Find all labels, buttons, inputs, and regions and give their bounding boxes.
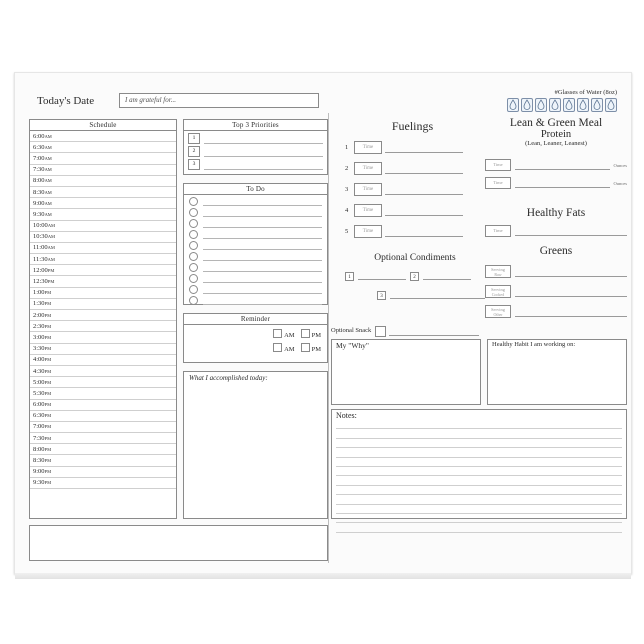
schedule-title: Schedule	[30, 120, 176, 131]
todo-row[interactable]	[189, 274, 322, 283]
notes-line[interactable]	[336, 458, 622, 467]
reminder-am-option[interactable]: AM	[273, 329, 294, 339]
notes-panel[interactable]	[331, 409, 627, 519]
healthy-fats-time-input[interactable]: Time	[485, 225, 511, 237]
priority-row[interactable]	[188, 146, 323, 157]
column-divider	[328, 113, 329, 563]
condiment-line[interactable]	[390, 291, 485, 299]
schedule-time: 8:00AM	[33, 177, 52, 185]
reminder-title: Reminder	[184, 314, 327, 325]
water-label: #Glasses of Water (8oz)	[554, 89, 617, 96]
todo-rows[interactable]	[184, 197, 327, 305]
water-drop-icon[interactable]	[577, 98, 589, 112]
schedule-row[interactable]	[30, 433, 176, 444]
priority-line[interactable]	[204, 134, 323, 144]
pm-checkbox[interactable]	[301, 343, 310, 352]
fueling-number: 4	[345, 207, 349, 214]
schedule-row[interactable]	[30, 444, 176, 455]
greens-serving-input[interactable]: Serving Other	[485, 305, 511, 318]
fueling-time-input[interactable]: Time	[354, 162, 382, 175]
lean-green-units: Ounces	[613, 180, 627, 186]
fueling-time-input[interactable]: Time	[354, 183, 382, 196]
schedule-panel	[29, 119, 177, 519]
schedule-time: 4:00PM	[33, 356, 52, 364]
schedule-time: 7:30AM	[33, 166, 52, 174]
greens-row[interactable]	[485, 265, 627, 278]
priority-rows[interactable]	[184, 133, 327, 170]
fueling-number: 3	[345, 186, 349, 193]
todo-line[interactable]	[203, 219, 322, 228]
notes-line[interactable]	[336, 448, 622, 457]
todo-panel	[183, 183, 328, 305]
greens-serving-input[interactable]: Serving Cooked	[485, 285, 511, 298]
greens-line[interactable]	[515, 287, 627, 297]
todo-row[interactable]	[189, 296, 322, 305]
reminder-rows[interactable]	[184, 329, 327, 353]
priority-number: 2	[188, 146, 200, 157]
lean-green-row[interactable]	[485, 177, 627, 189]
reminder-row[interactable]	[184, 329, 321, 339]
schedule-time: 6:00AM	[33, 132, 52, 140]
schedule-time: 6:30PM	[33, 412, 52, 420]
lean-green-row[interactable]	[485, 159, 627, 171]
schedule-time: 10:30AM	[33, 233, 56, 241]
fueling-time-input[interactable]: Time	[354, 225, 382, 238]
schedule-row[interactable]	[30, 411, 176, 422]
water-drop-icon[interactable]	[521, 98, 533, 112]
schedule-row[interactable]	[30, 254, 176, 265]
notes-line[interactable]	[336, 429, 622, 438]
priorities-title: Top 3 Priorities	[184, 120, 327, 131]
greens-row[interactable]	[485, 305, 627, 318]
todo-checkbox-icon[interactable]	[189, 274, 198, 283]
priority-number: 3	[188, 159, 200, 170]
todo-row[interactable]	[189, 197, 322, 206]
schedule-row[interactable]	[30, 388, 176, 399]
schedule-row[interactable]	[30, 467, 176, 478]
lean-green-title	[485, 117, 627, 147]
pm-checkbox[interactable]	[301, 329, 310, 338]
my-why-label: My "Why"	[336, 341, 369, 350]
grateful-input[interactable]	[119, 93, 319, 108]
notes-label: Notes:	[336, 411, 357, 420]
notes-lines	[332, 420, 626, 533]
lean-green-title-line2: Protein	[540, 129, 572, 140]
todo-row[interactable]	[189, 219, 322, 228]
notes-line[interactable]	[336, 439, 622, 448]
schedule-time: 9:00AM	[33, 199, 52, 207]
fueling-time-input[interactable]: Time	[354, 141, 382, 154]
reminder-pm-option[interactable]: PM	[301, 343, 321, 353]
schedule-row[interactable]	[30, 265, 176, 276]
fueling-row[interactable]	[345, 162, 463, 175]
fueling-number: 2	[345, 165, 349, 172]
notes-line[interactable]	[336, 467, 622, 476]
schedule-time: 4:30PM	[33, 367, 52, 375]
schedule-time: 2:00PM	[33, 311, 52, 319]
schedule-row[interactable]	[30, 299, 176, 310]
priority-number: 1	[188, 133, 200, 144]
schedule-time: 1:30PM	[33, 300, 52, 308]
schedule-time: 6:00PM	[33, 401, 52, 409]
greens-title: Greens	[539, 245, 573, 257]
fueling-line[interactable]	[385, 226, 463, 237]
optional-snack-line[interactable]	[389, 327, 479, 336]
notes-line[interactable]	[336, 476, 622, 485]
schedule-time: 2:30PM	[33, 322, 52, 330]
schedule-time: 11:00AM	[33, 244, 55, 252]
lean-green-title-line3: (Lean, Leaner, Leanest)	[525, 140, 587, 147]
am-checkbox[interactable]	[273, 329, 282, 338]
todo-checkbox-icon[interactable]	[189, 208, 198, 217]
todo-checkbox-icon[interactable]	[189, 252, 198, 261]
schedule-time: 7:30PM	[33, 434, 52, 442]
bottom-note-box[interactable]	[29, 525, 328, 561]
fuelings-title: Fuelings	[391, 119, 434, 133]
todo-row[interactable]	[189, 285, 322, 294]
schedule-time: 8:30AM	[33, 188, 52, 196]
lean-green-time-input[interactable]: Time	[485, 177, 511, 189]
water-drop-icon[interactable]	[535, 98, 547, 112]
todo-checkbox-icon[interactable]	[189, 219, 198, 228]
healthy-fats-line[interactable]	[515, 226, 627, 236]
todo-line[interactable]	[203, 252, 322, 261]
lean-green-line[interactable]	[515, 178, 610, 188]
todo-title: To Do	[184, 184, 327, 195]
fueling-line[interactable]	[385, 184, 463, 195]
fueling-row[interactable]	[345, 183, 463, 196]
schedule-row[interactable]	[30, 142, 176, 153]
priority-line[interactable]	[204, 147, 323, 157]
optional-snack-checkbox[interactable]	[375, 326, 386, 337]
schedule-time: 8:30PM	[33, 457, 52, 465]
greens-serving-input[interactable]: Serving Raw	[485, 265, 511, 278]
fueling-number: 5	[345, 228, 349, 235]
todo-row[interactable]	[189, 241, 322, 250]
condiment-checkbox[interactable]: 1	[345, 272, 354, 281]
todo-checkbox-icon[interactable]	[189, 285, 198, 294]
water-drop-icon[interactable]	[549, 98, 561, 112]
healthy-habit-panel[interactable]	[487, 339, 627, 405]
schedule-time: 11:30AM	[33, 255, 55, 263]
schedule-time: 7:00PM	[33, 423, 52, 431]
healthy-fats-title: Healthy Fats	[526, 207, 586, 219]
condiment-line[interactable]	[423, 272, 471, 280]
water-drop-icon[interactable]	[591, 98, 603, 112]
todo-checkbox-icon[interactable]	[189, 263, 198, 272]
schedule-time: 1:00PM	[33, 289, 52, 297]
fueling-line[interactable]	[385, 142, 463, 153]
schedule-time: 5:00PM	[33, 378, 52, 386]
schedule-time: 6:30AM	[33, 143, 52, 151]
lean-green-time-input[interactable]: Time	[485, 159, 511, 171]
schedule-time: 9:30PM	[33, 479, 52, 487]
water-tracker	[507, 89, 617, 112]
fueling-line[interactable]	[385, 163, 463, 174]
todo-line[interactable]	[203, 274, 322, 283]
notes-line[interactable]	[336, 486, 622, 495]
schedule-row[interactable]	[30, 165, 176, 176]
fueling-row[interactable]	[345, 141, 463, 154]
reminder-am-option[interactable]: AM	[273, 343, 294, 353]
fueling-time-input[interactable]: Time	[354, 204, 382, 217]
am-checkbox[interactable]	[273, 343, 282, 352]
my-why-panel[interactable]	[331, 339, 481, 405]
priority-line[interactable]	[204, 160, 323, 170]
lean-green-title-line1: Lean & Green Meal	[509, 117, 603, 129]
healthy-habit-label: Healthy Habit I am working on:	[492, 341, 576, 348]
water-drop-icon[interactable]	[563, 98, 575, 112]
greens-line[interactable]	[515, 267, 627, 277]
schedule-time: 9:30AM	[33, 210, 52, 218]
reminder-pm-option[interactable]: PM	[301, 329, 321, 339]
todays-date-label: Today's Date	[37, 95, 95, 107]
grateful-placeholder: I am grateful for...	[125, 96, 176, 104]
schedule-time: 12:30PM	[33, 278, 55, 286]
todo-line[interactable]	[203, 285, 322, 294]
reminder-row[interactable]	[184, 343, 321, 353]
schedule-row[interactable]	[30, 321, 176, 332]
schedule-time: 3:00PM	[33, 333, 52, 341]
todo-row[interactable]	[189, 230, 322, 239]
schedule-row[interactable]	[30, 276, 176, 287]
schedule-row[interactable]	[30, 377, 176, 388]
todo-line[interactable]	[203, 208, 322, 217]
todo-row[interactable]	[189, 263, 322, 272]
fueling-number: 1	[345, 144, 349, 151]
schedule-row[interactable]	[30, 187, 176, 198]
todo-checkbox-icon[interactable]	[189, 296, 198, 305]
priority-row[interactable]	[188, 159, 323, 170]
fueling-line[interactable]	[385, 205, 463, 216]
schedule-time: 5:30PM	[33, 389, 52, 397]
schedule-row[interactable]	[30, 198, 176, 209]
todo-line[interactable]	[203, 230, 322, 239]
notes-line[interactable]	[336, 514, 622, 523]
notes-line[interactable]	[336, 495, 622, 504]
schedule-row[interactable]	[30, 478, 176, 489]
water-drop-icon[interactable]	[507, 98, 519, 112]
condiment-line[interactable]	[358, 272, 406, 280]
notes-line[interactable]	[336, 505, 622, 514]
fueling-row[interactable]	[345, 204, 463, 217]
schedule-time: 3:30PM	[33, 345, 52, 353]
schedule-time: 8:00PM	[33, 445, 52, 453]
schedule-row[interactable]	[30, 131, 176, 142]
schedule-row[interactable]	[30, 232, 176, 243]
accomplished-label: What I accomplished today:	[189, 374, 268, 382]
todo-line[interactable]	[203, 197, 322, 206]
condiment-checkbox[interactable]: 3	[377, 291, 386, 300]
schedule-row[interactable]	[30, 355, 176, 366]
schedule-row[interactable]	[30, 209, 176, 220]
priority-row[interactable]	[188, 133, 323, 144]
lean-green-units: Ounces	[613, 162, 627, 168]
todo-line[interactable]	[203, 263, 322, 272]
reminder-panel	[183, 313, 328, 363]
schedule-row[interactable]	[30, 288, 176, 299]
notepad-sheet	[14, 72, 632, 574]
schedule-row[interactable]	[30, 344, 176, 355]
schedule-row[interactable]	[30, 332, 176, 343]
lean-green-line[interactable]	[515, 160, 610, 170]
schedule-time: 10:00AM	[33, 222, 56, 230]
schedule-row[interactable]	[30, 176, 176, 187]
greens-row[interactable]	[485, 285, 627, 298]
todo-line[interactable]	[203, 241, 322, 250]
todo-checkbox-icon[interactable]	[189, 230, 198, 239]
water-drop-icon[interactable]	[605, 98, 617, 112]
notes-line[interactable]	[336, 523, 622, 532]
optional-snack-label: Optional Snack	[331, 327, 372, 334]
notes-line[interactable]	[336, 420, 622, 429]
accomplished-panel[interactable]	[183, 371, 328, 519]
schedule-row[interactable]	[30, 221, 176, 232]
schedule-row[interactable]	[30, 243, 176, 254]
condiment-checkbox[interactable]: 2	[410, 272, 419, 281]
schedule-time: 9:00PM	[33, 468, 52, 476]
todo-row[interactable]	[189, 252, 322, 261]
schedule-row[interactable]	[30, 422, 176, 433]
schedule-time: 7:00AM	[33, 154, 52, 162]
todo-checkbox-icon[interactable]	[189, 197, 198, 206]
schedule-row[interactable]	[30, 455, 176, 466]
schedule-row[interactable]	[30, 400, 176, 411]
todo-line[interactable]	[203, 296, 322, 305]
greens-line[interactable]	[515, 307, 627, 317]
schedule-row[interactable]	[30, 153, 176, 164]
schedule-time: 12:00PM	[33, 266, 55, 274]
schedule-row[interactable]	[30, 366, 176, 377]
priorities-panel	[183, 119, 328, 175]
todo-row[interactable]	[189, 208, 322, 217]
condiments-title: Optional Condiments	[374, 253, 456, 263]
todo-checkbox-icon[interactable]	[189, 241, 198, 250]
healthy-fats-row[interactable]	[485, 225, 627, 237]
fueling-row[interactable]	[345, 225, 463, 238]
schedule-rows[interactable]	[30, 131, 176, 489]
water-drop-list[interactable]	[507, 98, 617, 112]
schedule-row[interactable]	[30, 310, 176, 321]
